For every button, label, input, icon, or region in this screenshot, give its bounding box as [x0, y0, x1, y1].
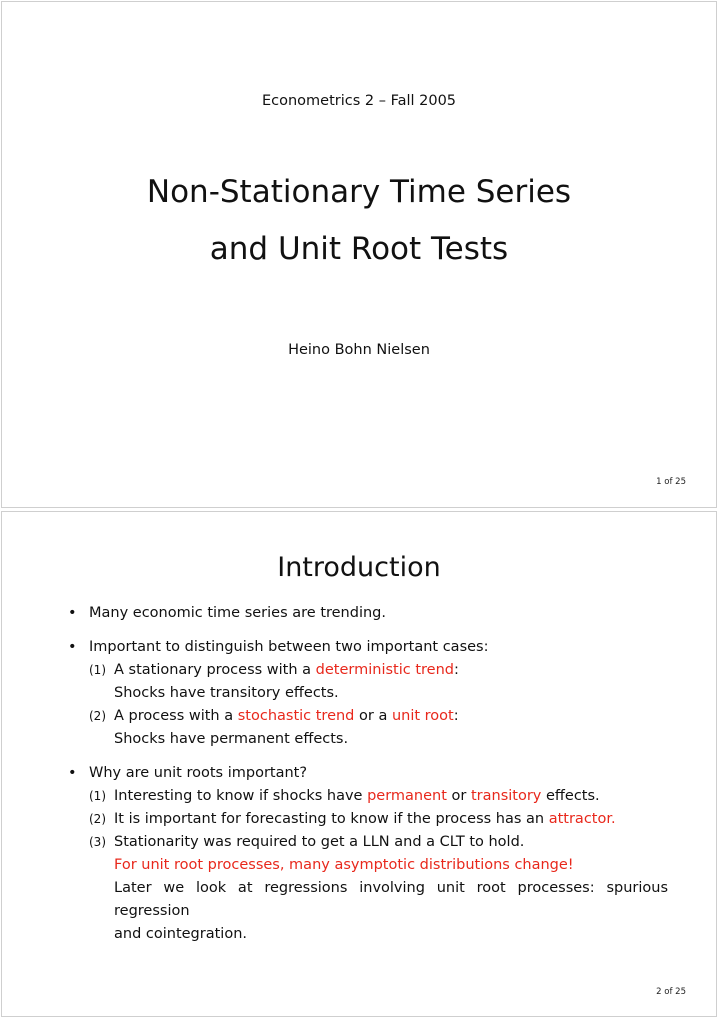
item-text: A process with a	[114, 708, 238, 724]
item-continuation: Shocks have permanent effects.	[114, 731, 349, 747]
bullet-item	[68, 602, 668, 625]
item-text: It is important for forecasting to know if the process has an	[114, 811, 549, 827]
item-number: (2)	[89, 709, 106, 723]
item-number: (1)	[89, 663, 106, 677]
item-continuation: Shocks have transitory effects.	[114, 685, 339, 701]
course-name: Econometrics 2 – Fall 2005	[261, 93, 457, 109]
slide-1	[1, 1, 717, 508]
bullet-item	[68, 762, 668, 946]
item-text: :	[453, 662, 459, 678]
author-name: Heino Bohn Nielsen	[288, 342, 430, 358]
item-text: Stationarity was required to get a LLN and a CLT to hold.	[114, 834, 525, 850]
numbered-item	[89, 831, 668, 854]
item-text: or a	[354, 708, 392, 724]
item-text: A stationary process with a	[114, 662, 316, 678]
title-line-2: and Unit Root Tests	[209, 231, 509, 267]
bullet-dot-icon: •	[68, 639, 77, 655]
highlight-text: unit root	[391, 708, 454, 724]
bullet-item	[68, 636, 668, 751]
title-line-1: Non-Stationary Time Series	[146, 174, 572, 210]
numbered-item	[89, 705, 668, 728]
highlight-line: For unit root processes, many asymptotic distributions change!	[114, 857, 574, 873]
numbered-item	[89, 659, 668, 682]
item-continuation: Later we look at regressions involving unit root processes: spurious regression	[114, 880, 668, 919]
item-number: (3)	[89, 835, 106, 849]
item-text: effects.	[541, 788, 600, 804]
item-text: or	[446, 788, 471, 804]
highlight-text: transitory	[470, 788, 542, 804]
page-number: 1 of 25	[656, 477, 686, 487]
bullet-dot-icon: •	[68, 605, 77, 621]
item-continuation: and cointegration.	[114, 926, 247, 942]
bullet-text: Important to distinguish between two important cases:	[89, 639, 489, 655]
highlight-text: permanent	[367, 788, 447, 804]
section-title: Introduction	[277, 552, 441, 583]
slide-2	[1, 511, 717, 1017]
highlight-text: attractor.	[548, 811, 616, 827]
page-number: 2 of 25	[656, 987, 686, 997]
numbered-item	[89, 808, 668, 831]
numbered-item	[89, 785, 668, 808]
bullet-dot-icon: •	[68, 765, 77, 781]
item-text: :	[453, 708, 459, 724]
highlight-text: deterministic trend	[315, 662, 454, 678]
item-text: Interesting to know if shocks have	[114, 788, 368, 804]
item-number: (1)	[89, 789, 106, 803]
item-number: (2)	[89, 812, 106, 826]
bullet-text: Many economic time series are trending.	[89, 605, 386, 621]
bullet-text: Why are unit roots important?	[89, 765, 308, 781]
highlight-text: stochastic trend	[237, 708, 355, 724]
slide-content	[68, 602, 668, 946]
